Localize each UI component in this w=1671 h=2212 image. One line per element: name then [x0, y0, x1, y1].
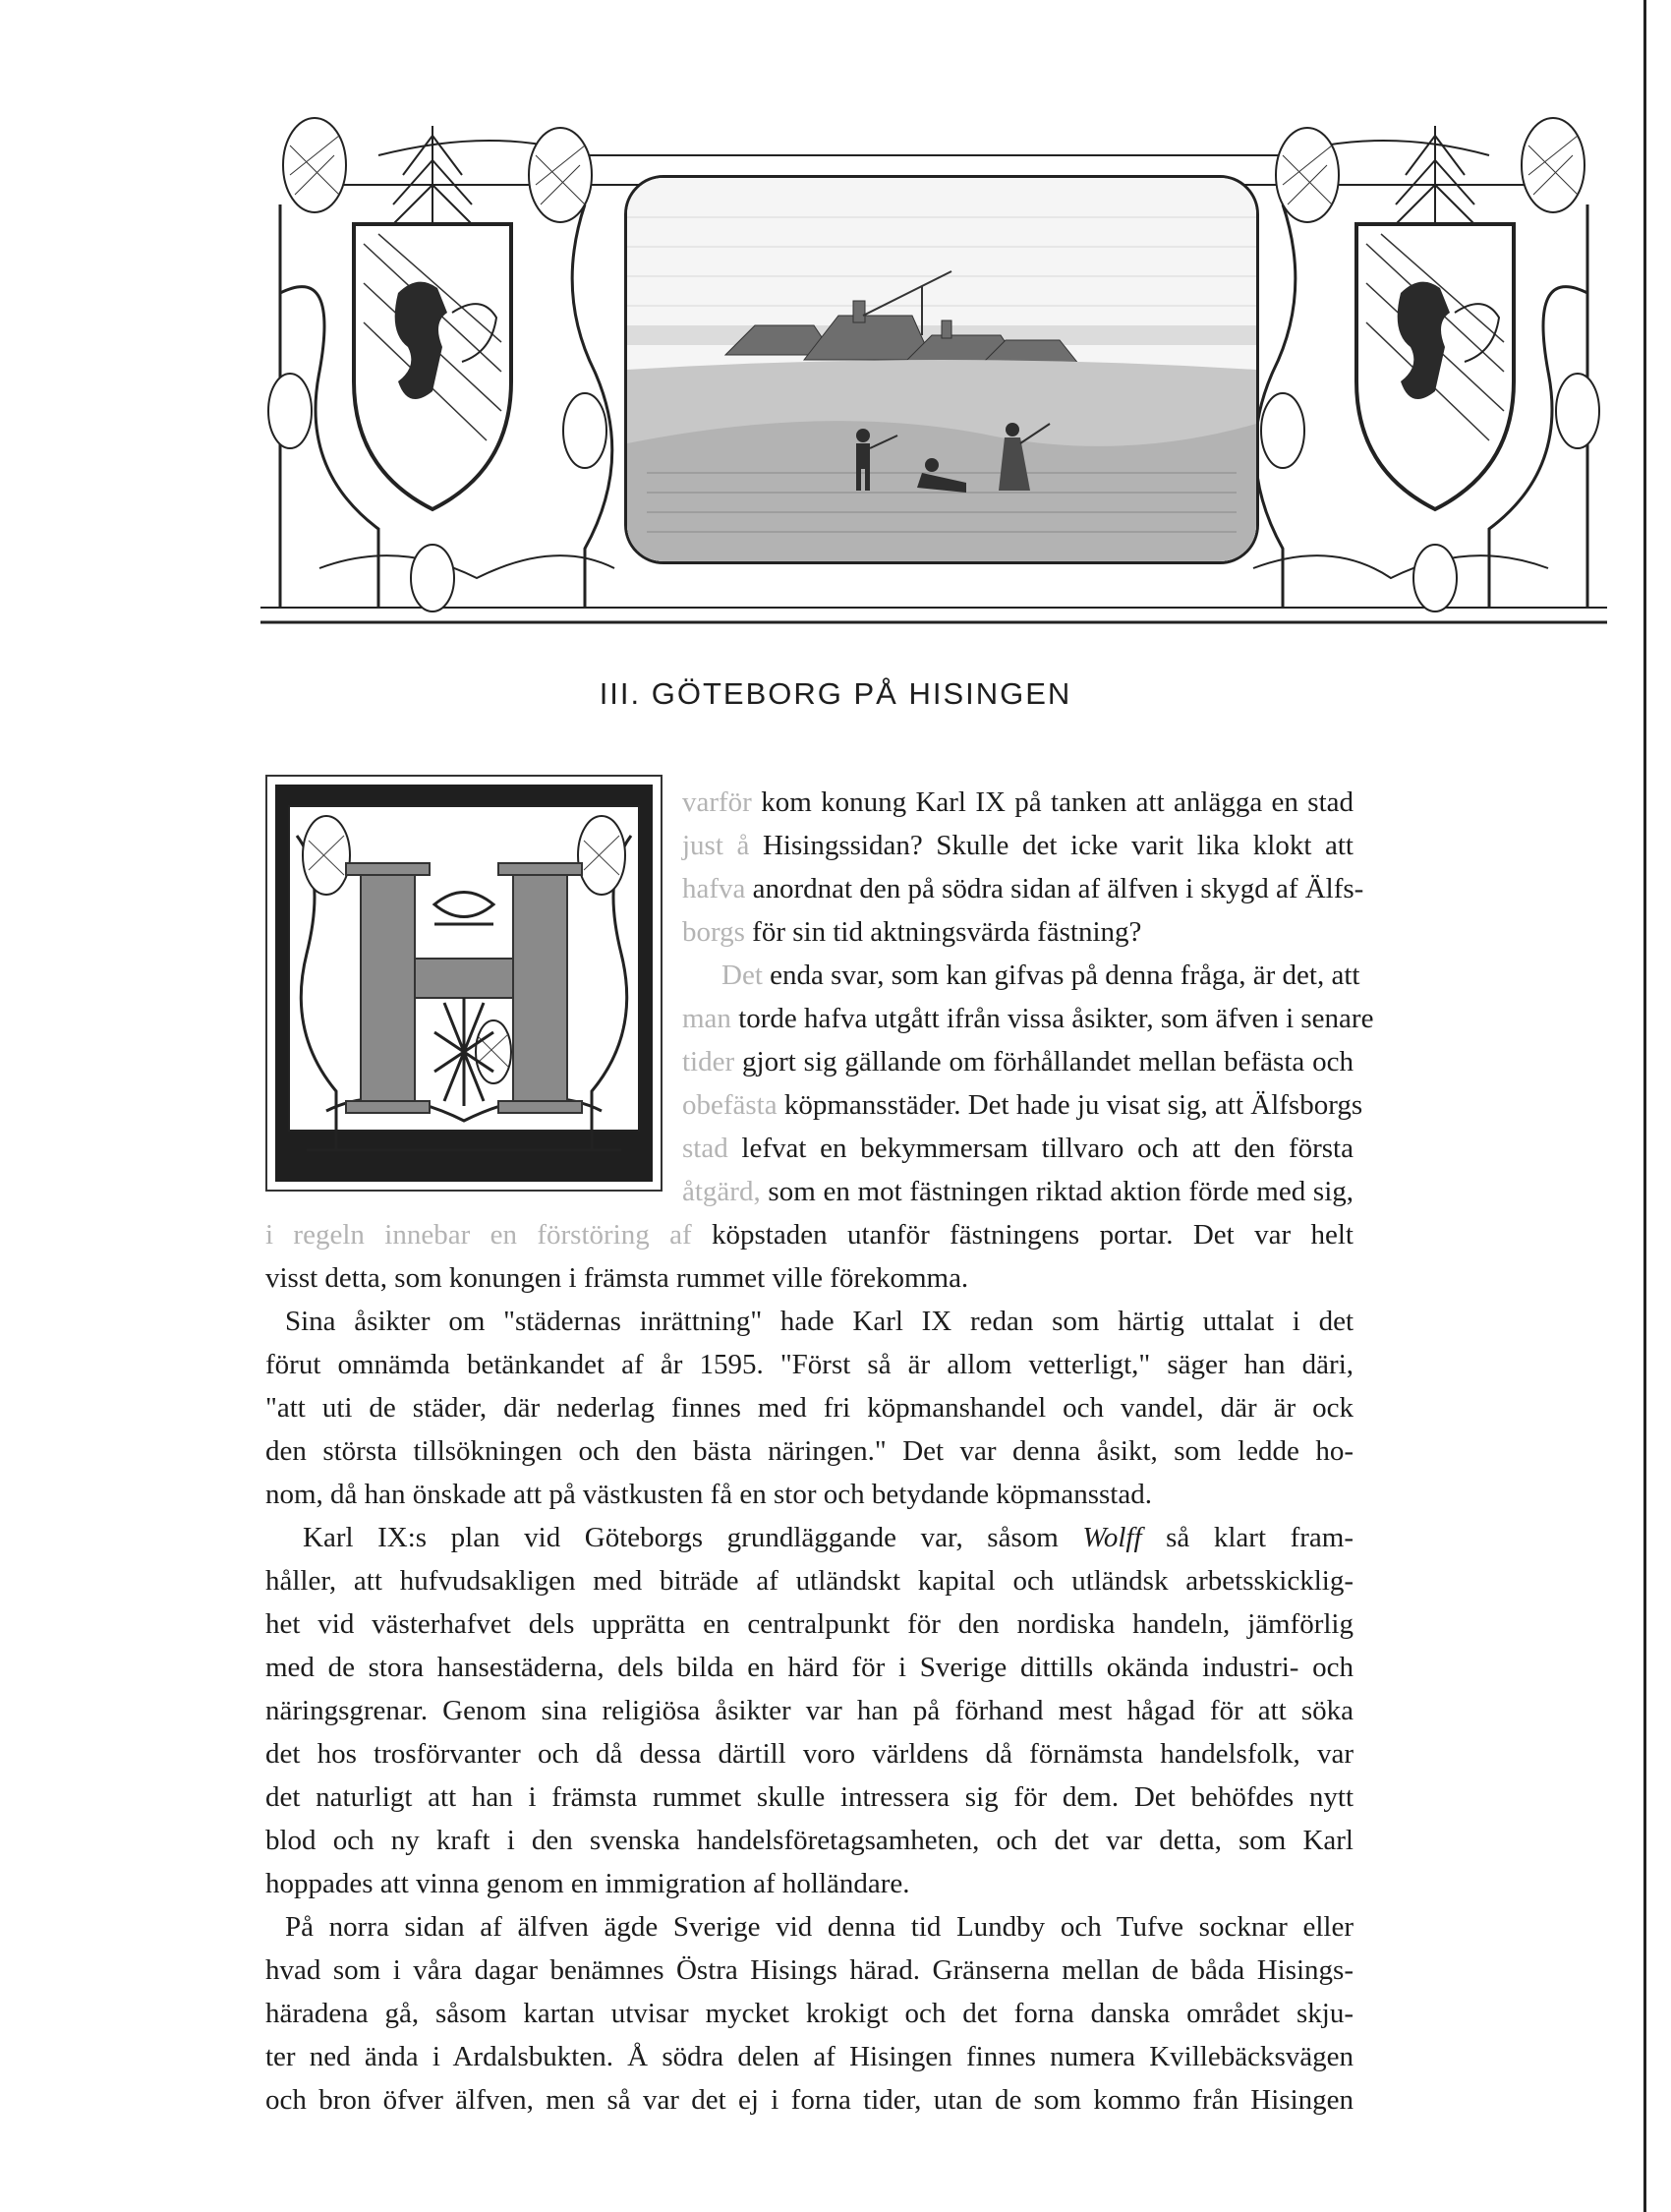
text-line — [682, 1040, 1354, 1083]
line-text: köpstaden utanför fästningens portar. Det var helt — [691, 1219, 1354, 1251]
line-text: ter ned ända i Ardalsbukten. Å södra delen af Hisingen finnes numera Kvillebäcksvägen — [265, 2041, 1354, 2072]
line-text: torde hafva utgått ifrån vissa åsikter, som äfven i senare — [730, 1003, 1374, 1034]
text-line — [682, 824, 1354, 867]
chapter-title: III. GÖTEBORG PÅ HISINGEN — [599, 676, 1072, 711]
line-text: kom konung Karl IX på tanken att anlägga en stad — [751, 786, 1354, 818]
text-line — [265, 1732, 1354, 1775]
text-line — [265, 1473, 1354, 1516]
line-faint: just å — [682, 830, 750, 861]
line-text: som en mot fästningen riktad aktion förde med sig, — [760, 1176, 1354, 1207]
line-faint: varför — [682, 786, 752, 818]
line-text: enda svar, som kan gifvas på denna fråga, är det, att — [762, 960, 1360, 991]
line-text: Sina åsikter om "städernas inrättning" hade Karl IX redan som härtig uttalat i det — [285, 1306, 1354, 1337]
line-text: håller, att hufvudsakligen med biträde af utländskt kapital och utländsk arbetsskicklig- — [265, 1565, 1354, 1597]
line-text: det hos trosförvanter och då dessa därtill voro världens då förnämsta handelsfolk, var — [265, 1738, 1354, 1770]
text-line — [265, 1862, 1354, 1905]
text-line — [265, 1819, 1354, 1862]
text-line — [682, 1170, 1354, 1213]
text-line — [682, 1083, 1363, 1127]
text-line — [682, 1127, 1354, 1170]
line-faint: obefästa — [682, 1089, 778, 1121]
line-faint: åtgärd, — [682, 1176, 761, 1207]
text-line — [265, 1602, 1354, 1646]
text-line — [265, 1343, 1354, 1386]
text-line — [682, 781, 1354, 824]
line-text: det naturligt att han i främsta rummet skulle intressera sig för dem. Det behöfdes nytt — [265, 1781, 1354, 1813]
line-text: anordnat den på södra sidan af älfven i skygd af Älfs- — [745, 873, 1364, 904]
line-text: köpmansstäder. Det hade ju visat sig, att Älfsborgs — [777, 1089, 1363, 1121]
line-text: blod och ny kraft i den svenska handelsföretagsamheten, och det var detta, som Karl — [265, 1825, 1354, 1856]
text-line — [682, 910, 1354, 954]
dropcap-h-illustration — [265, 775, 663, 1192]
text-line — [265, 1646, 1354, 1689]
text-line — [285, 1905, 1354, 1949]
text-line — [265, 1775, 1354, 1819]
line-faint: borgs — [682, 916, 745, 948]
vignette-landscape-picture — [624, 175, 1259, 564]
line-text: På norra sidan af älfven ägde Sverige vid denna tid Lundby och Tufve socknar eller — [285, 1911, 1354, 1943]
line-faint: stad — [682, 1133, 728, 1164]
line-faint: tider — [682, 1046, 735, 1077]
text-line — [265, 1386, 1354, 1429]
text-line — [721, 954, 1360, 997]
line-text: Karl IX:s plan vid Göteborgs grundläggande var, såsom — [303, 1522, 1083, 1553]
text-line — [265, 1689, 1354, 1732]
line-text: med de stora hansestäderna, dels bilda en härd för i Sverige dittills okända industri- och — [265, 1652, 1354, 1683]
line-text: visst detta, som konungen i främsta rummet ville förekomma. — [265, 1262, 969, 1294]
line-text: hvad som i våra dagar benämnes Östra Hisings härad. Gränserna mellan de båda Hisings- — [265, 1954, 1354, 1986]
line-text: häradena gå, såsom kartan utvisar mycket krokigt och det forna danska området skju- — [265, 1998, 1354, 2029]
header-ornament — [260, 116, 1607, 639]
landscape-drawing — [627, 178, 1256, 561]
line-text: förut omnämda betänkandet af år 1595. "Först så är allom vetterligt," säger han däri, — [265, 1349, 1354, 1380]
line-text: för sin tid aktningsvärda fästning? — [744, 916, 1142, 948]
text-line — [265, 1429, 1354, 1473]
text-line — [303, 1516, 1354, 1559]
text-line — [265, 2078, 1354, 2122]
text-line — [682, 867, 1364, 910]
text-line — [265, 1256, 1354, 1300]
line-text: Hisingssidan? Skulle det icke varit lika klokt att — [749, 830, 1354, 861]
line-text: och bron öfver älfven, men så var det ej i forna tider, utan de som kommo från Hisingen — [265, 2084, 1354, 2116]
line-text: "att uti de städer, där nederlag finnes med fri köpmanshandel och vandel, där är ock — [265, 1392, 1354, 1424]
author-name-italic: Wolff — [1082, 1522, 1142, 1553]
line-faint: Det — [721, 960, 763, 991]
text-line — [265, 2035, 1354, 2078]
line-text: den största tillsökningen och den bästa näringen." Det var denna åsikt, som ledde ho- — [265, 1435, 1354, 1467]
text-line — [265, 1992, 1354, 2035]
text-line — [265, 1949, 1354, 1992]
line-text: nom, då han önskade att på västkusten få en stor och betydande köpmansstad. — [265, 1479, 1152, 1510]
line-text: het vid västerhafvet dels upprätta en centralpunkt för den nordiska handeln, jämförlig — [265, 1608, 1354, 1640]
text-line — [285, 1300, 1354, 1343]
line-faint: hafva — [682, 873, 746, 904]
line-text: lefvat en bekymmersam tillvaro och att den första — [727, 1133, 1354, 1164]
line-text: näringsgrenar. Genom sina religiösa åsikter var han på förhand mest hågad för att söka — [265, 1695, 1354, 1726]
line-text: hoppades att vinna genom en immigration af holländare. — [265, 1868, 910, 1899]
dropcap-art — [267, 777, 661, 1190]
line-faint: i regeln innebar en förstöring af — [265, 1219, 692, 1251]
text-line — [682, 997, 1374, 1040]
line-text-after: så klart fram- — [1141, 1522, 1354, 1553]
text-line — [265, 1559, 1354, 1602]
page-edge-rule — [1643, 0, 1646, 2212]
line-text: gjort sig gällande om förhållandet mellan befästa och — [734, 1046, 1354, 1077]
text-line — [265, 1213, 1354, 1256]
line-faint: man — [682, 1003, 731, 1034]
